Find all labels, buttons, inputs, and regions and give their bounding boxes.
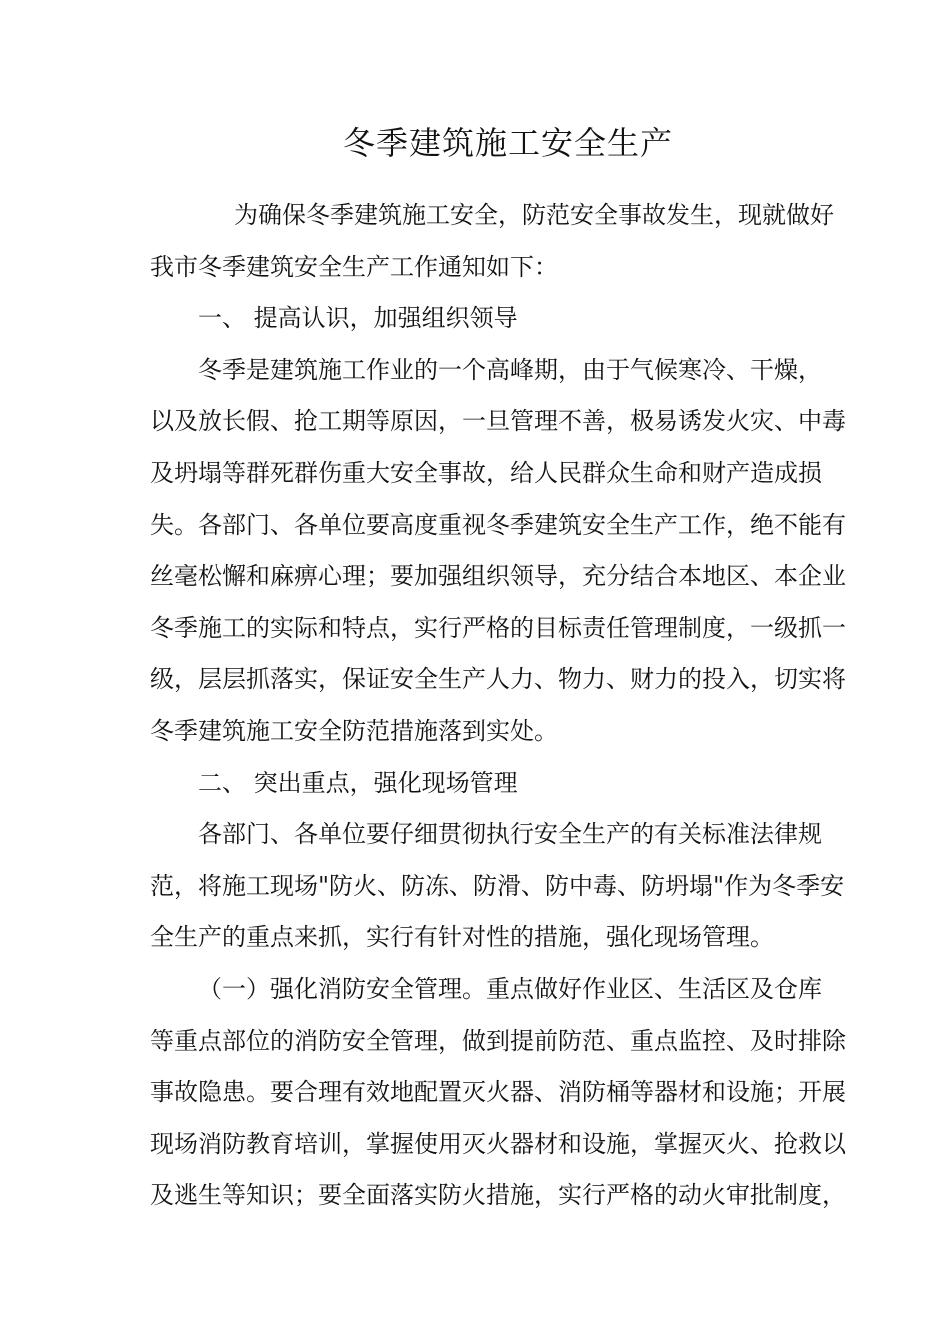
paragraph-line: 全生产的重点来抓，实行有针对性的措施，强化现场管理。 bbox=[150, 923, 774, 952]
section-heading: 一、 提高认识，加强组织领导 bbox=[198, 304, 518, 333]
paragraph-line: 我市冬季建筑安全生产工作通知如下： bbox=[150, 252, 558, 281]
section-heading: 二、 突出重点，强化现场管理 bbox=[198, 768, 518, 797]
document-title: 冬季建筑施工安全生产 bbox=[342, 124, 673, 162]
paragraph-line: 失。各部门、各单位要高度重视冬季建筑安全生产工作，绝不能有 bbox=[150, 510, 846, 539]
paragraph-line: 冬季建筑施工安全防范措施落到实处。 bbox=[150, 716, 558, 745]
paragraph-line: 为确保冬季建筑施工安全，防范安全事故发生，现就做好 bbox=[234, 201, 834, 229]
paragraph-line: 及逃生等知识；要全面落实防火措施，实行严格的动火审批制度， bbox=[150, 1181, 846, 1210]
subsection-line: （一）强化消防安全管理。重点做好作业区、生活区及仓库 bbox=[198, 974, 822, 1003]
paragraph-line: 现场消防教育培训，掌握使用灭火器材和设施，掌握灭火、抢救以 bbox=[150, 1129, 846, 1158]
paragraph-line: 事故隐患。要合理有效地配置灭火器、消防桶等器材和设施；开展 bbox=[150, 1078, 846, 1107]
paragraph-line: 及坍塌等群死群伤重大安全事故，给人民群众生命和财产造成损 bbox=[150, 458, 822, 487]
paragraph-line: 丝毫松懈和麻痹心理；要加强组织领导，充分结合本地区、本企业 bbox=[150, 562, 846, 591]
paragraph-line: 各部门、各单位要仔细贯彻执行安全生产的有关标准法律规 bbox=[198, 820, 822, 849]
paragraph-line: 级，层层抓落实，保证安全生产人力、物力、财力的投入，切实将 bbox=[150, 665, 846, 694]
paragraph-line: 等重点部位的消防安全管理，做到提前防范、重点监控、及时排除 bbox=[150, 1026, 846, 1055]
document-body bbox=[150, 190, 846, 1222]
paragraph-line: 冬季施工的实际和特点，实行严格的目标责任管理制度，一级抓一 bbox=[150, 613, 846, 642]
paragraph-line: 以及放长假、抢工期等原因，一旦管理不善，极易诱发火灾、中毒 bbox=[150, 407, 846, 436]
paragraph-line: 范，将施工现场"防火、防冻、防滑、防中毒、防坍塌"作为冬季安 bbox=[150, 871, 845, 900]
paragraph-line: 冬季是建筑施工作业的一个高峰期，由于气候寒冷、干燥， bbox=[198, 355, 822, 384]
